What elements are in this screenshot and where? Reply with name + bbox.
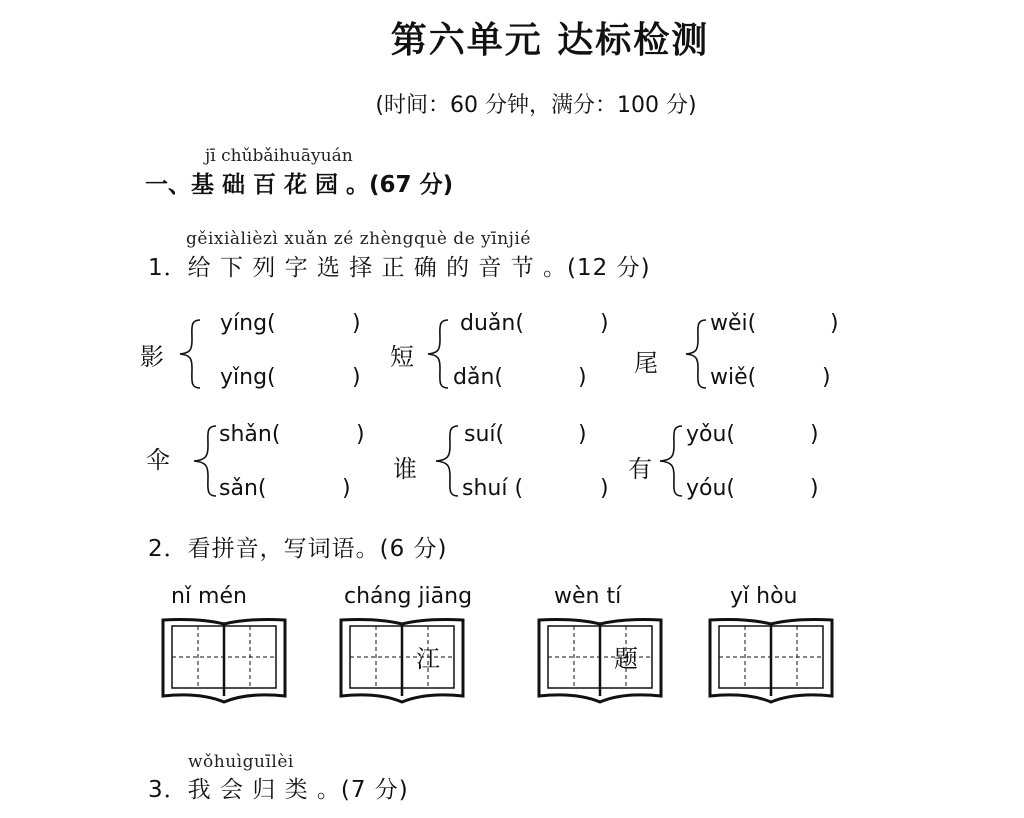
brace-icon (190, 424, 220, 498)
q1-close-paren: ) (810, 476, 819, 501)
q1-close-paren: ) (352, 365, 361, 390)
q1-close-paren: ) (356, 422, 365, 447)
brace-icon (656, 424, 686, 498)
q2-word-pinyin-4: yǐ hòu (730, 584, 798, 609)
q2-word-pinyin-2: cháng jiāng (344, 584, 473, 609)
book-grid-icon[interactable] (536, 616, 666, 706)
grid-char-jiang: 江 (416, 645, 440, 673)
page-subtitle: (时间：60 分钟，满分：100 分) (375, 93, 697, 118)
q1-reading-6b: yóu( (686, 476, 736, 501)
q1-char-5: 谁 (393, 455, 417, 483)
q1-char-6: 有 (628, 455, 652, 483)
q1-char-2: 短 (390, 343, 414, 371)
q1-close-paren: ) (342, 476, 351, 501)
q1-reading-3b: wiě( (710, 365, 757, 390)
q2-text: 2．看拼音，写词语。(6 分) (148, 536, 448, 562)
q1-reading-5a: suí( (464, 422, 505, 447)
q1-close-paren: ) (578, 365, 587, 390)
q1-reading-1a: yíng( (220, 311, 276, 336)
q1-reading-2b: dǎn( (453, 365, 503, 390)
q1-char-1: 影 (140, 343, 164, 371)
q1-close-paren: ) (810, 422, 819, 447)
q2-word-pinyin-3: wèn tí (554, 584, 622, 609)
q1-char-4: 伞 (146, 446, 170, 474)
q3-text: 3．我 会 归 类 。(7 分) (148, 777, 409, 803)
q1-reading-6a: yǒu( (686, 422, 736, 447)
q1-reading-1b: yǐng( (220, 365, 276, 390)
book-grid-icon[interactable] (338, 616, 468, 706)
q3-pinyin: wǒhuìguīlèi (188, 752, 294, 772)
brace-icon (682, 318, 712, 390)
brace-icon (432, 424, 462, 498)
q1-pinyin: gěixiàlièzì xuǎn zé zhèngquè de yīnjié (186, 229, 531, 249)
book-grid-icon[interactable] (707, 616, 837, 706)
section1-pinyin: jī chǔbǎihuāyuán (205, 146, 353, 166)
q1-close-paren: ) (830, 311, 839, 336)
q1-reading-2a: duǎn( (460, 311, 524, 336)
q1-close-paren: ) (822, 365, 831, 390)
book-grid-icon[interactable] (160, 616, 290, 706)
section1-heading: 一、基 础 百 花 园 。(67 分) (145, 172, 454, 198)
grid-char-ti: 题 (614, 645, 638, 673)
q1-reading-3a: wěi( (710, 311, 757, 336)
q1-close-paren: ) (600, 476, 609, 501)
q2-word-pinyin-1: nǐ mén (171, 584, 247, 609)
q1-reading-4a: shǎn( (219, 422, 281, 447)
q1-char-3: 尾 (634, 349, 658, 377)
q1-text: 1．给 下 列 字 选 择 正 确 的 音 节 。(12 分) (148, 255, 651, 281)
page-title: 第六单元 达标检测 (390, 20, 710, 61)
q1-close-paren: ) (600, 311, 609, 336)
q1-reading-5b: shuí ( (462, 476, 524, 501)
brace-icon (176, 318, 206, 390)
q1-close-paren: ) (578, 422, 587, 447)
brace-icon (424, 318, 454, 390)
q1-reading-4b: sǎn( (219, 476, 267, 501)
q1-close-paren: ) (352, 311, 361, 336)
